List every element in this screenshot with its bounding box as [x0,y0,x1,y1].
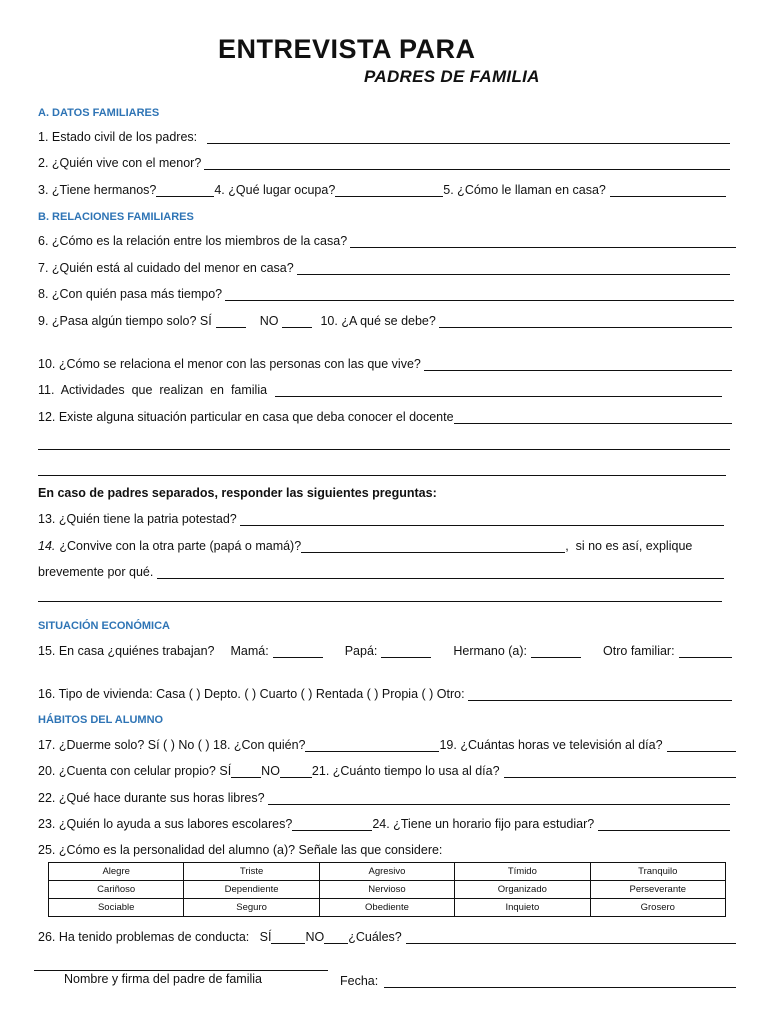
answer-line-12[interactable] [454,410,732,424]
answer-line-14[interactable] [301,539,565,553]
answer-line-26-si[interactable] [271,930,305,944]
question-6: 6. ¿Cómo es la relación entre los miembros de la casa? [38,232,736,248]
trait-cell[interactable]: Sociable [49,899,184,917]
answer-line-14b[interactable] [157,565,724,579]
question-2: 2. ¿Quién vive con el menor? [38,154,730,170]
question-7: 7. ¿Quién está al cuidado del menor en casa? [38,259,730,275]
answer-line-5[interactable] [610,183,726,197]
trait-cell[interactable]: Cariñoso [49,881,184,899]
trait-cell[interactable]: Nervioso [319,881,454,899]
answer-line-21[interactable] [504,764,736,778]
answer-line-9-no[interactable] [282,314,312,328]
question-15: 15. En casa ¿quiénes trabajan? Mamá: Papá: Hermano (a): Otro familiar: [38,642,732,658]
answer-line-8[interactable] [225,287,734,301]
trait-cell[interactable]: Obediente [319,899,454,917]
question-20-21: 20. ¿Cuenta con celular propio? SÍ NO 21. ¿Cuánto tiempo lo usa al día? [38,762,736,778]
answer-line-4[interactable] [335,183,443,197]
trait-cell[interactable]: Seguro [184,899,319,917]
answer-line-12c[interactable] [38,475,726,476]
trait-cell[interactable]: Triste [184,863,319,881]
question-23-24: 23. ¿Quién lo ayuda a sus labores escolares? 24. ¿Tiene un horario fijo para estudiar? [38,815,730,831]
section-habitos-alumno: HÁBITOS DEL ALUMNO [38,714,164,726]
trait-cell[interactable]: Inquieto [455,899,590,917]
answer-line-26-cuales[interactable] [406,930,736,944]
date-line[interactable] [384,974,736,988]
question-26: 26. Ha tenido problemas de conducta: SÍ NO ¿Cuáles? [38,928,736,944]
answer-line-22[interactable] [268,791,730,805]
signature-line[interactable] [34,970,328,971]
trait-cell[interactable]: Tímido [455,863,590,881]
question-13: 13. ¿Quién tiene la patria potestad? [38,510,724,526]
question-10: 10. ¿Cómo se relaciona el menor con las personas con las que vive? [38,355,732,371]
answer-line-23[interactable] [292,817,372,831]
answer-line-3[interactable] [156,183,214,197]
form-title: ENTREVISTA PARA [218,34,476,64]
question-11: 11. Actividades que realizan en familia [38,381,722,397]
trait-cell[interactable]: Dependiente [184,881,319,899]
answer-line-20-no[interactable] [280,764,312,778]
date-field: Fecha: [340,972,736,988]
question-8: 8. ¿Con quién pasa más tiempo? [38,285,734,301]
answer-line-15-papa[interactable] [381,644,431,658]
answer-line-10[interactable] [424,357,732,371]
question-1: 1. Estado civil de los padres: [38,128,730,144]
answer-line-10a[interactable] [439,314,732,328]
separated-parents-note: En caso de padres separados, responder las siguientes preguntas: [38,486,437,500]
personality-traits-table [48,862,726,917]
trait-cell[interactable]: Alegre [49,863,184,881]
section-datos-familiares: A. DATOS FAMILIARES [38,107,160,119]
answer-line-12b[interactable] [38,449,730,450]
answer-line-19[interactable] [667,738,736,752]
answer-line-13[interactable] [240,512,724,526]
section-relaciones-familiares: B. RELACIONES FAMILIARES [38,211,194,223]
question-14-explain: brevemente por qué. [38,563,724,579]
question-12: 12. Existe alguna situación particular en casa que deba conocer el docente [38,408,732,424]
question-25: 25. ¿Cómo es la personalidad del alumno (a)? Señale las que considere: [38,843,443,857]
table-row [49,899,726,917]
section-situacion-economica: SITUACIÓN ECONÓMICA [38,620,170,632]
signature-label: Nombre y firma del padre de familia [64,972,262,986]
question-9-10: 9. ¿Pasa algún tiempo solo? SÍ NO 10. ¿A qué se debe? [38,312,732,328]
answer-line-18[interactable] [305,738,439,752]
answer-line-16[interactable] [468,687,732,701]
answer-line-24[interactable] [598,817,730,831]
answer-line-26-no[interactable] [324,930,348,944]
question-14: 14. ¿Convive con la otra parte (papá o mamá)? , si no es así, explique [38,539,693,553]
table-row [49,863,726,881]
answer-line-15-mama[interactable] [273,644,323,658]
answer-line-1[interactable] [207,130,730,144]
table-row [49,881,726,899]
answer-line-14c[interactable] [38,601,722,602]
answer-line-7[interactable] [297,261,730,275]
question-22: 22. ¿Qué hace durante sus horas libres? [38,789,730,805]
form-subtitle: PADRES DE FAMILIA [364,67,540,86]
answer-line-2[interactable] [204,156,730,170]
trait-cell[interactable]: Grosero [590,899,725,917]
answer-line-11[interactable] [275,383,722,397]
trait-cell[interactable]: Perseverante [590,881,725,899]
answer-line-6[interactable] [350,234,736,248]
answer-line-20-si[interactable] [231,764,261,778]
question-17-19: 17. ¿Duerme solo? Sí ( ) No ( ) 18. ¿Con quién? 19. ¿Cuántas horas ve televisión al día? [38,736,736,752]
answer-line-15-otro[interactable] [679,644,732,658]
answer-line-15-hermano[interactable] [531,644,581,658]
answer-line-9-si[interactable] [216,314,246,328]
trait-cell[interactable]: Agresivo [319,863,454,881]
trait-cell[interactable]: Organizado [455,881,590,899]
trait-cell[interactable]: Tranquilo [590,863,725,881]
question-3-5: 3. ¿Tiene hermanos? 4. ¿Qué lugar ocupa? 5. ¿Cómo le llaman en casa? [38,181,726,197]
question-16: 16. Tipo de vivienda: Casa ( ) Depto. ( ) Cuarto ( ) Rentada ( ) Propia ( ) Otro: [38,685,732,701]
